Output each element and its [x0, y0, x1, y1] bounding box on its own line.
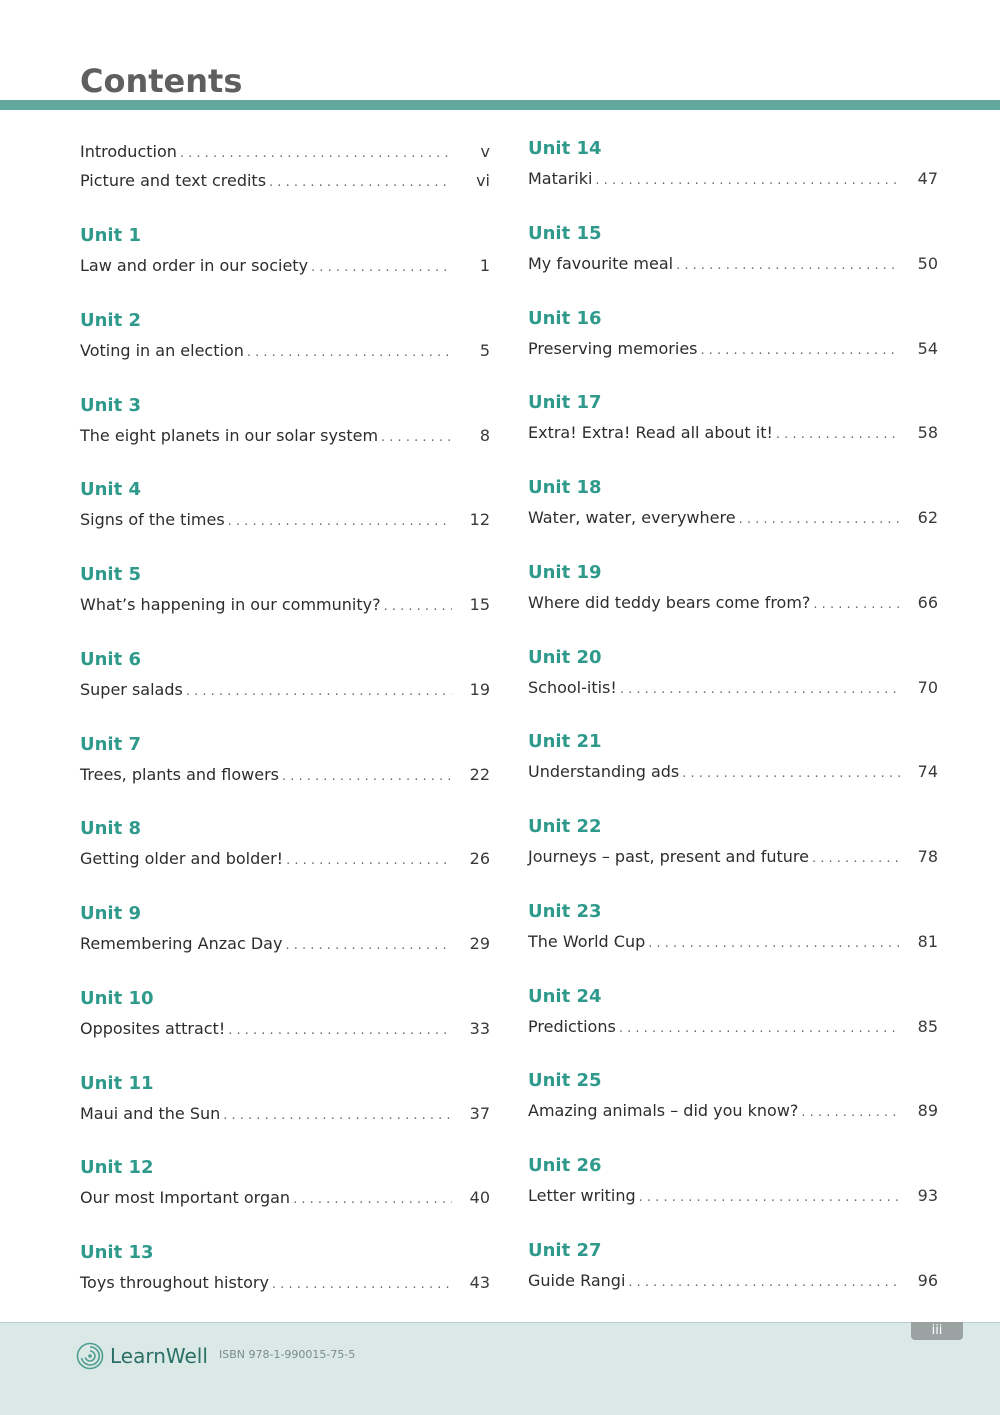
- dot-leader: [639, 1190, 900, 1205]
- contents-entry[interactable]: [528, 932, 938, 956]
- dot-leader: [311, 260, 452, 275]
- unit-heading: Unit 27: [528, 1239, 602, 1261]
- contents-entry[interactable]: [528, 1101, 938, 1125]
- unit-heading: Unit 11: [80, 1072, 154, 1094]
- contents-entry[interactable]: [80, 341, 490, 365]
- entry-title: Remembering Anzac Day: [80, 934, 283, 953]
- entry-title: Understanding ads: [528, 762, 680, 782]
- entry-page-number: 93: [917, 1186, 938, 1205]
- entry-page-number: 96: [917, 1270, 938, 1290]
- entry-title: Our most Important organ: [80, 1188, 291, 1208]
- contents-entry[interactable]: [528, 508, 938, 532]
- unit-heading: Unit 9: [80, 903, 141, 924]
- dot-leader: [620, 682, 900, 697]
- dot-leader: [776, 427, 900, 442]
- entry-page-number: 1: [479, 256, 490, 275]
- dot-leader: [701, 343, 901, 358]
- entry-title: Law and order in our society: [80, 256, 309, 275]
- dot-leader: [676, 258, 900, 273]
- entry-title: My favourite meal: [528, 253, 674, 273]
- unit-heading: Unit 10: [80, 987, 154, 1009]
- dot-leader: [682, 766, 900, 781]
- dot-leader: [285, 938, 452, 953]
- entry-title: The World Cup: [528, 931, 646, 951]
- entry-title: What’s happening in our community?: [80, 595, 381, 614]
- dot-leader: [293, 1192, 452, 1207]
- entry-page-number: 26: [469, 849, 490, 869]
- entry-title: Water, water, everywhere: [528, 508, 736, 527]
- contents-entry[interactable]: [80, 1104, 490, 1128]
- contents-entry[interactable]: [80, 1273, 490, 1297]
- entry-title: Guide Rangi: [528, 1270, 626, 1290]
- contents-entry[interactable]: [528, 1271, 938, 1295]
- entry-page-number: 29: [469, 934, 490, 953]
- entry-page-number: 19: [469, 679, 490, 699]
- contents-entry[interactable]: [80, 765, 490, 789]
- entry-page-number: vi: [476, 171, 490, 190]
- entry-title: School-itis!: [528, 677, 617, 697]
- entry-page-number: 5: [479, 340, 490, 360]
- entry-page-number: 78: [917, 847, 938, 866]
- entry-title: Voting in an election: [80, 340, 244, 360]
- contents-entry[interactable]: [80, 680, 490, 704]
- contents-entry[interactable]: [528, 678, 938, 702]
- dot-leader: [228, 514, 452, 529]
- contents-entry[interactable]: [528, 254, 938, 278]
- dot-leader: [384, 599, 452, 614]
- entry-page-number: 47: [917, 169, 938, 188]
- contents-entry[interactable]: [80, 510, 490, 534]
- contents-entry[interactable]: [528, 762, 938, 786]
- contents-entry[interactable]: [528, 1017, 938, 1041]
- entry-title: Toys throughout history: [80, 1273, 269, 1292]
- dot-leader: [247, 345, 452, 360]
- entry-page-number: 89: [917, 1101, 938, 1121]
- brand-logo: [76, 1342, 208, 1370]
- entry-page-number: 74: [917, 762, 938, 782]
- unit-heading: Unit 22: [528, 816, 602, 837]
- unit-heading: Unit 26: [528, 1155, 602, 1176]
- dot-leader: [812, 851, 900, 866]
- unit-heading: Unit 23: [528, 900, 602, 922]
- entry-title: Matariki: [528, 169, 593, 188]
- unit-heading: Unit 13: [80, 1242, 154, 1263]
- unit-heading: Unit 20: [528, 646, 602, 668]
- entry-page-number: 66: [917, 592, 938, 612]
- brand-name: LearnWell: [110, 1344, 208, 1368]
- dot-leader: [282, 769, 452, 784]
- entry-title: Extra! Extra! Read all about it!: [528, 423, 773, 443]
- entry-title: Introduction: [80, 142, 177, 161]
- entry-page-number: 37: [469, 1103, 490, 1123]
- entry-page-number: 58: [917, 423, 938, 443]
- contents-entry[interactable]: [80, 934, 490, 958]
- contents-entry[interactable]: [80, 426, 490, 450]
- contents-entry[interactable]: [528, 339, 938, 363]
- entry-title: Getting older and bolder!: [80, 849, 284, 869]
- contents-entry[interactable]: [80, 142, 490, 166]
- entry-title: Predictions: [528, 1016, 616, 1036]
- contents-entry[interactable]: [528, 169, 938, 193]
- entry-page-number: 54: [917, 338, 938, 358]
- isbn-text: ISBN 978-1-990015-75-5: [219, 1348, 356, 1361]
- entry-title: Maui and the Sun: [80, 1103, 221, 1123]
- dot-leader: [180, 146, 452, 161]
- entry-page-number: 62: [917, 508, 938, 527]
- entry-title: Opposites attract!: [80, 1018, 226, 1038]
- unit-heading: Unit 16: [528, 307, 602, 329]
- unit-heading: Unit 17: [528, 392, 602, 414]
- unit-heading: Unit 19: [528, 561, 602, 583]
- contents-entry[interactable]: [80, 1188, 490, 1212]
- contents-entry[interactable]: [528, 847, 938, 871]
- page-title: Contents: [80, 62, 243, 100]
- contents-entry[interactable]: [80, 256, 490, 280]
- entry-page-number: 12: [469, 510, 490, 530]
- dot-leader: [628, 1275, 900, 1290]
- entry-page-number: 70: [917, 677, 938, 697]
- contents-entry[interactable]: [80, 1019, 490, 1043]
- unit-heading: Unit 25: [528, 1070, 602, 1092]
- entry-title: Super salads: [80, 679, 183, 699]
- dot-leader: [813, 597, 900, 612]
- entry-title: The eight planets in our solar system: [80, 425, 379, 445]
- unit-heading: Unit 4: [80, 479, 141, 501]
- dot-leader: [272, 1277, 452, 1292]
- entry-page-number: 15: [469, 595, 490, 614]
- dot-leader: [381, 430, 452, 445]
- unit-heading: Unit 15: [528, 222, 602, 244]
- entry-page-number: 43: [469, 1273, 490, 1292]
- dot-leader: [619, 1021, 900, 1036]
- entry-title: Journeys – past, present and future: [528, 847, 809, 866]
- page-number-tab: iii: [911, 1322, 963, 1340]
- unit-heading: Unit 1: [80, 225, 141, 246]
- unit-heading: Unit 21: [528, 731, 602, 753]
- entry-page-number: 33: [469, 1018, 490, 1038]
- entry-page-number: 22: [469, 764, 490, 784]
- unit-heading: Unit 7: [80, 733, 141, 755]
- entry-title: Amazing animals – did you know?: [528, 1101, 799, 1121]
- dot-leader: [595, 173, 900, 188]
- dot-leader: [648, 936, 900, 951]
- entry-title: Picture and text credits: [80, 171, 267, 190]
- dot-leader: [223, 1108, 452, 1123]
- entry-title: Letter writing: [528, 1186, 636, 1205]
- entry-page-number: 40: [469, 1188, 490, 1208]
- title-rule: [0, 100, 1000, 110]
- entry-title: Trees, plants and flowers: [80, 764, 279, 784]
- contents-entry[interactable]: [80, 171, 490, 195]
- dot-leader: [801, 1105, 900, 1120]
- entry-title: Where did teddy bears come from?: [528, 592, 811, 612]
- spiral-logo-icon: [76, 1342, 104, 1370]
- unit-heading: Unit 2: [80, 309, 141, 331]
- unit-heading: Unit 18: [528, 477, 602, 498]
- entry-page-number: 8: [479, 425, 490, 445]
- contents-entry[interactable]: [528, 593, 938, 617]
- entry-title: Preserving memories: [528, 338, 698, 358]
- entry-page-number: 81: [917, 931, 938, 951]
- dot-leader: [228, 1023, 452, 1038]
- dot-leader: [286, 853, 452, 868]
- contents-entry[interactable]: [80, 595, 490, 619]
- entry-page-number: 50: [917, 253, 938, 273]
- unit-heading: Unit 14: [528, 138, 602, 159]
- contents-entry[interactable]: [528, 1186, 938, 1210]
- dot-leader: [186, 684, 452, 699]
- contents-entry[interactable]: [528, 423, 938, 447]
- unit-heading: Unit 8: [80, 818, 141, 840]
- dot-leader: [269, 175, 452, 190]
- unit-heading: Unit 12: [80, 1157, 154, 1179]
- entry-page-number: v: [480, 142, 490, 161]
- unit-heading: Unit 5: [80, 564, 141, 585]
- entry-title: Signs of the times: [80, 510, 225, 530]
- contents-entry[interactable]: [80, 849, 490, 873]
- entry-page-number: 85: [917, 1016, 938, 1036]
- dot-leader: [739, 512, 900, 527]
- unit-heading: Unit 24: [528, 985, 602, 1007]
- unit-heading: Unit 3: [80, 394, 141, 416]
- unit-heading: Unit 6: [80, 648, 141, 670]
